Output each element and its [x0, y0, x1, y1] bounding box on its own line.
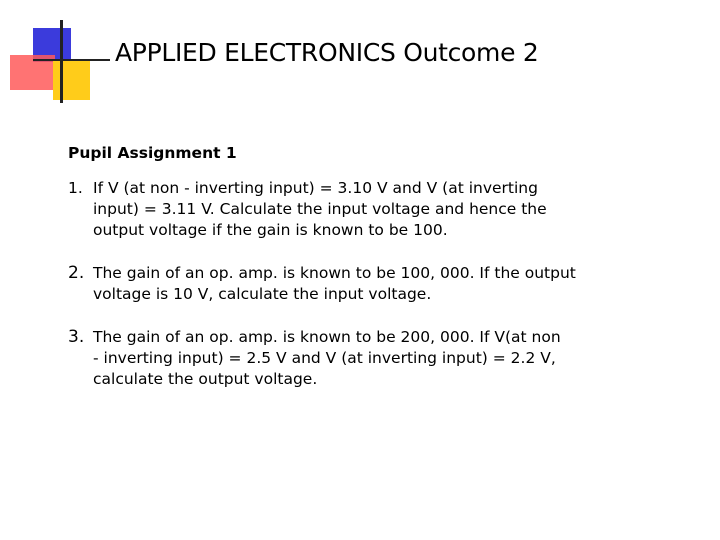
slide-title: APPLIED ELECTRONICS Outcome 2	[115, 38, 539, 67]
question-1	[68, 178, 708, 241]
question-line: voltage is 10 V, calculate the input voltage.	[93, 285, 432, 303]
assignment-heading: Pupil Assignment 1	[68, 144, 237, 162]
question-number: 1.	[68, 179, 83, 197]
question-line: output voltage if the gain is known to be 100.	[93, 221, 448, 239]
question-line: The gain of an op. amp. is known to be 200, 000. If V(at non	[93, 328, 561, 346]
question-line: - inverting input) = 2.5 V and V (at inverting input) = 2.2 V,	[93, 349, 556, 367]
question-line: If V (at non - inverting input) = 3.10 V and V (at inverting	[93, 179, 538, 197]
question-number: 3.	[68, 327, 85, 347]
question-2	[68, 263, 708, 305]
question-line: calculate the output voltage.	[93, 370, 318, 388]
ornament-vertical-line	[60, 20, 63, 103]
assignment-content	[68, 143, 708, 412]
ornament-horizontal-line	[33, 59, 110, 61]
question-line: input) = 3.11 V. Calculate the input voltage and hence the	[93, 200, 547, 218]
question-line: The gain of an op. amp. is known to be 100, 000. If the output	[93, 264, 576, 282]
question-number: 2.	[68, 263, 85, 283]
ornament-yellow-square	[53, 60, 90, 100]
question-3	[68, 327, 708, 390]
corner-ornament	[0, 0, 110, 110]
